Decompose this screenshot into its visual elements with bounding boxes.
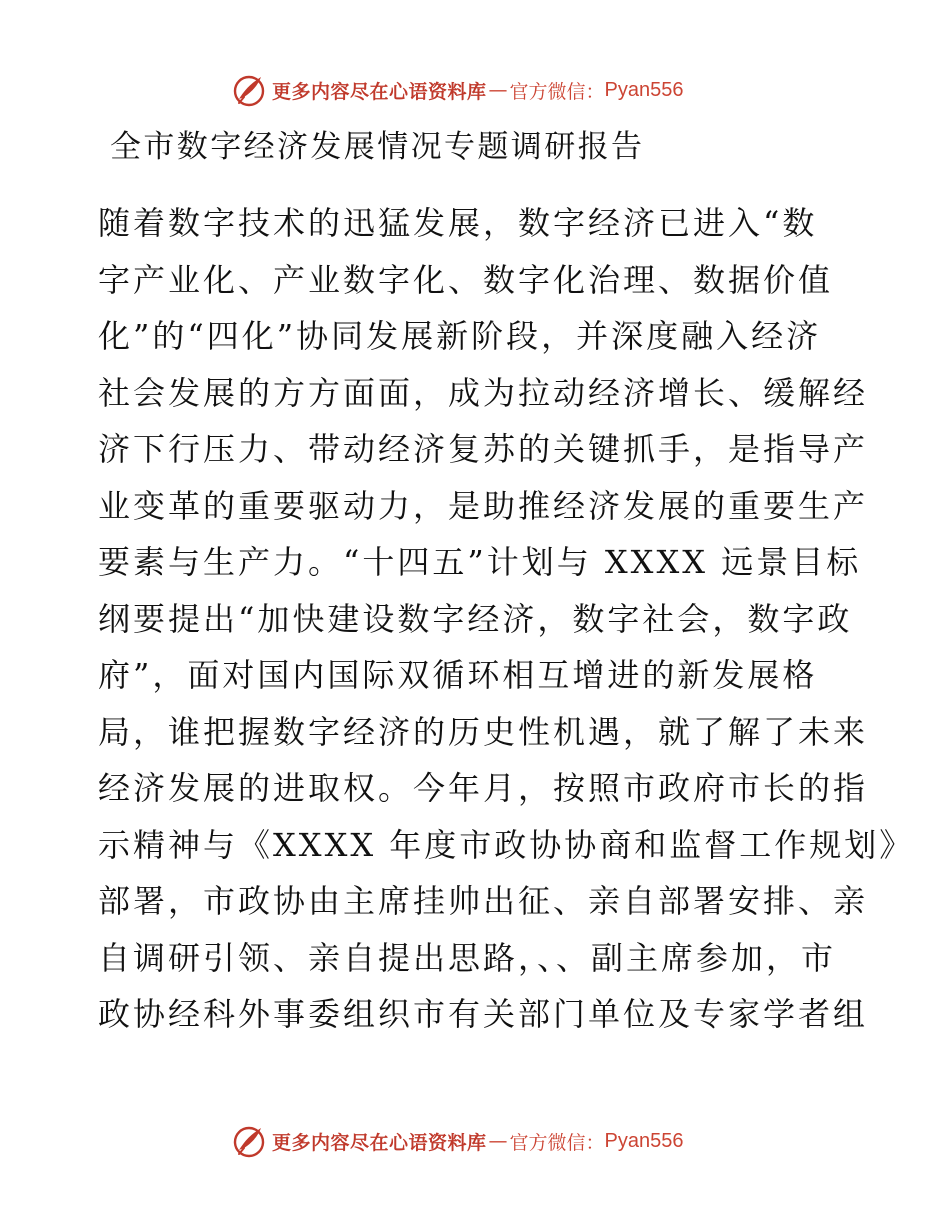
footer-watermark bbox=[232, 1123, 684, 1159]
body-line: 业变革的重要驱动力，是助推经济发展的重要生产 bbox=[98, 486, 869, 525]
body-line: 化”的“四化”协同发展新阶段，并深度融入经济 bbox=[98, 317, 822, 355]
header-watermark bbox=[232, 72, 684, 108]
body-line: 部署，市政协由主席挂帅出征、亲自部署安排、亲 bbox=[98, 882, 869, 920]
body-line: 字产业化、产业数字化、数字化治理、数据价值 bbox=[98, 260, 834, 299]
body-line: 经济发展的进取权。今年月，按照市政府市长的指 bbox=[98, 769, 869, 807]
watermark-brand: 更多内容尽在心语资料库 bbox=[272, 80, 487, 103]
body-line: 示精神与《XXXX 年度市政协协商和监督工作规划》 bbox=[98, 825, 915, 864]
document-body bbox=[98, 195, 914, 1043]
body-line: 府”，面对国内国际双循环相互增进的新发展格 bbox=[98, 656, 818, 694]
body-line: 济下行压力、带动经济复苏的关键抓手，是指导产 bbox=[98, 430, 869, 468]
watermark-wechat-id: Pyan556 bbox=[604, 1129, 684, 1152]
body-line: 政协经科外事委组织市有关部门单位及专家学者组 bbox=[98, 995, 869, 1033]
body-line: 要素与生产力。“十四五”计划与 XXXX 远景目标 bbox=[98, 543, 862, 581]
quill-logo-icon bbox=[232, 73, 266, 107]
body-line: 局，谁把握数字经济的历史性机遇，就了解了未来 bbox=[98, 712, 869, 751]
watermark-official-label: 官方微信： bbox=[509, 80, 605, 103]
body-line: 社会发展的方方面面，成为拉动经济增长、缓解经 bbox=[98, 373, 869, 412]
watermark-brand: 更多内容尽在心语资料库 bbox=[272, 1131, 487, 1154]
body-line: 自调研引领、亲自提出思路，、、副主席参加，市 bbox=[98, 938, 837, 977]
watermark-dash: — bbox=[488, 1130, 508, 1152]
watermark-dash: — bbox=[488, 79, 508, 101]
body-line: 纲要提出“加快建设数字经济，数字社会，数字政 bbox=[98, 599, 853, 638]
document-title: 全市数字经济发展情况专题调研报告 bbox=[110, 129, 645, 165]
watermark-wechat-id: Pyan556 bbox=[604, 78, 684, 101]
quill-logo-icon bbox=[232, 1124, 266, 1158]
body-line: 随着数字技术的迅猛发展，数字经济已进入“数 bbox=[98, 204, 818, 242]
watermark-official-label: 官方微信： bbox=[509, 1131, 605, 1154]
